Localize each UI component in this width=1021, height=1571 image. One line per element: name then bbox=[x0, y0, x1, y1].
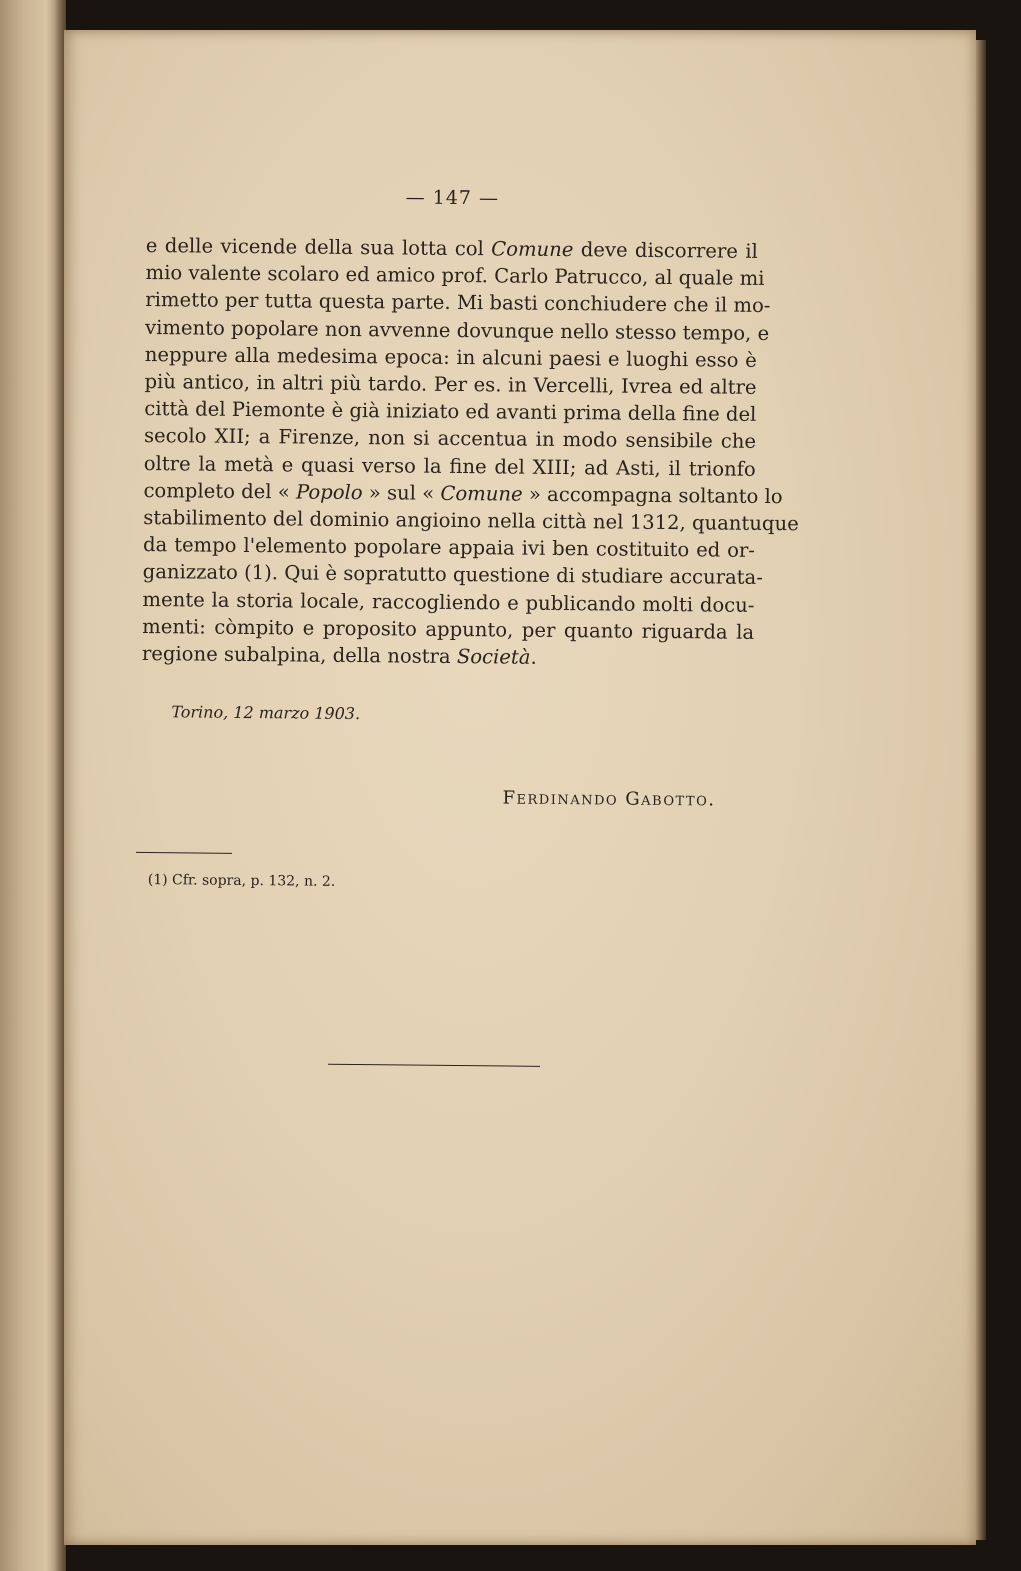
text-run: oltre la metà e quasi verso la fine del XIII; ad Asti, il trionfo bbox=[143, 451, 756, 481]
italic-run: Popolo bbox=[295, 480, 363, 504]
text-run: più antico, in altri più tardo. Per es. in Vercelli, Ivrea ed altre bbox=[144, 370, 757, 399]
text-run: . bbox=[530, 645, 537, 669]
italic-run: Comune bbox=[440, 481, 523, 506]
text-run: vimento popolare non avvenne dovunque nello stesso tempo, e bbox=[144, 315, 770, 345]
text-run: ganizzato (1). Qui è sopratutto questione di studiare accurata- bbox=[142, 560, 764, 590]
text-run: completo del « bbox=[143, 478, 297, 504]
text-run: città del Piemonte è già iniziato ed avanti prima della fine del bbox=[144, 397, 757, 427]
text-run: secolo XII; a Firenze, non si accentua in modo sensibile che bbox=[143, 424, 757, 454]
text-run: stabilimento del dominio angioino nella città nel 1312, quantuque bbox=[143, 506, 799, 536]
text-run: » sul « bbox=[362, 480, 441, 505]
text-run: mio valente scolaro ed amico prof. Carlo Patrucco, al quale mi bbox=[145, 261, 765, 291]
text-run: neppure alla medesima epoca: in alcuni paesi e luoghi esso è bbox=[144, 342, 757, 372]
italic-run: Comune bbox=[491, 237, 574, 262]
text-run: rimetto per tutta questa parte. Mi basti conchiudere che il mo- bbox=[145, 288, 771, 318]
text-run: da tempo l'elemento popolare appaia ivi ben costituito ed or- bbox=[142, 533, 756, 563]
place-date: Torino, 12 marzo 1903. bbox=[171, 702, 361, 724]
page-number: — 147 — bbox=[405, 186, 500, 210]
italic-run: Società bbox=[456, 645, 531, 669]
text-run: deve discorrere il bbox=[573, 238, 758, 263]
text-run: mente la storia locale, raccogliendo e publicando molti docu- bbox=[142, 587, 755, 617]
text-run: regione subalpina, della nostra bbox=[141, 642, 458, 669]
page-text-block bbox=[141, 186, 799, 890]
body-paragraph bbox=[141, 232, 799, 673]
footnote: (1) Cfr. sopra, p. 132, n. 2. bbox=[147, 872, 336, 890]
text-run: e delle vicende della sua lotta col bbox=[145, 233, 492, 261]
text-run: menti: còmpito e proposito appunto, per quanto riguarda la bbox=[142, 614, 755, 644]
text-run: » accompagna soltanto lo bbox=[522, 482, 783, 508]
author-signature: Ferdinando Gabotto. bbox=[502, 787, 716, 811]
